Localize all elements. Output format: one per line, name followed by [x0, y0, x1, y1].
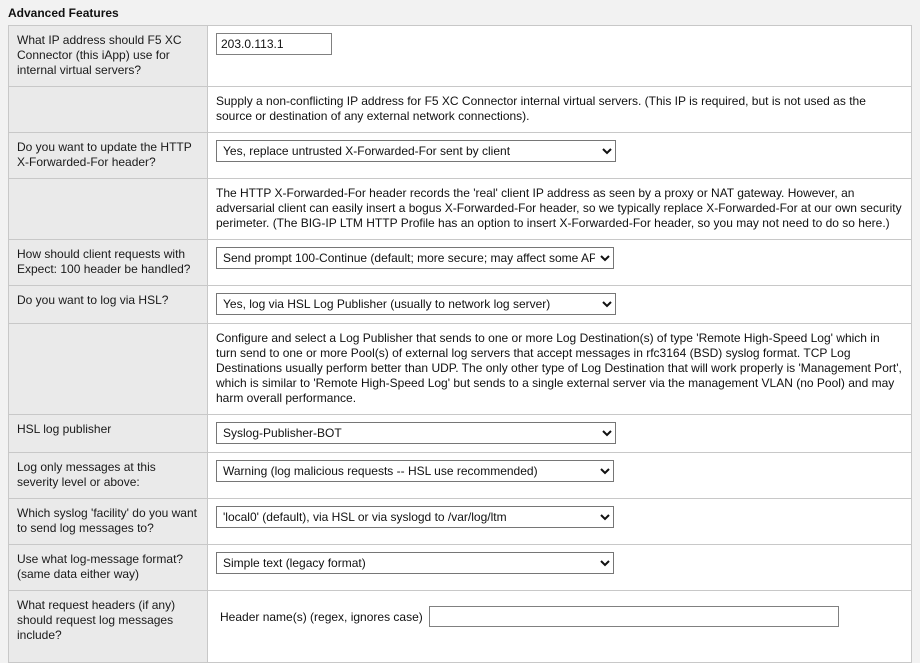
syslog-facility-select[interactable] [216, 506, 614, 528]
field-log-via-hsl [208, 286, 912, 324]
help-spacer-cell [9, 179, 208, 240]
log-format-select[interactable] [216, 552, 614, 574]
help-xff-update: The HTTP X-Forwarded-For header records the 'real' client IP address as seen by a proxy or NAT gateway. However, an adversarial client can easily insert a bogus X-Forwarded-For header, so we typically replace X-Forwarded-For at our own security perimeter. (The BIG-IP LTM HTTP Profile has an option to insert X-Forwarded-For header, so you may not need to do so here.) [208, 179, 912, 240]
field-log-severity [208, 453, 912, 499]
table-row [9, 499, 912, 545]
label-log-via-hsl: Do you want to log via HSL? [9, 286, 208, 324]
advanced-features-form [8, 25, 912, 663]
field-syslog-facility [208, 499, 912, 545]
help-log-via-hsl: Configure and select a Log Publisher that sends to one or more Log Destination(s) of type 'Remote High-Speed Log' which in turn send to one or more Pool(s) of external log servers that accept messages in rfc3164 (BSD) syslog format. TCP Log Destinations usually perform better than UDP. The only other type of Log Destination that will work properly is 'Management Port', which is similar to 'Remote High-Speed Log' but sends to a single external server via the management VLAN (no Pool) and may harm overall performance. [208, 324, 912, 415]
help-spacer-cell [9, 324, 208, 415]
label-expect-100: How should client requests with Expect: 100 header be handled? [9, 240, 208, 286]
table-row [9, 591, 912, 663]
hsl-log-publisher-select[interactable] [216, 422, 616, 444]
table-row [9, 324, 912, 415]
field-xff-update [208, 133, 912, 179]
log-severity-select[interactable] [216, 460, 614, 482]
help-internal-vs-ip: Supply a non-conflicting IP address for F5 XC Connector internal virtual servers. (This IP is required, but is not used as the source or destination of any external network connections). [208, 87, 912, 133]
field-request-headers [208, 591, 912, 663]
label-internal-vs-ip: What IP address should F5 XC Connector (this iApp) use for internal virtual servers? [9, 26, 208, 87]
field-hsl-log-publisher [208, 415, 912, 453]
label-log-severity: Log only messages at this severity level or above: [9, 453, 208, 499]
table-row [9, 545, 912, 591]
table-row [9, 286, 912, 324]
xff-update-select[interactable] [216, 140, 616, 162]
table-row [9, 415, 912, 453]
field-internal-vs-ip [208, 26, 912, 87]
label-request-headers: What request headers (if any) should request log messages include? [9, 591, 208, 663]
table-row [9, 453, 912, 499]
field-log-format [208, 545, 912, 591]
request-headers-caption: Header name(s) (regex, ignores case) [220, 609, 423, 624]
help-spacer-cell [9, 87, 208, 133]
table-row [9, 179, 912, 240]
page-title: Advanced Features [0, 0, 920, 25]
label-log-format: Use what log-message format? (same data either way) [9, 545, 208, 591]
table-row [9, 133, 912, 179]
log-via-hsl-select[interactable] [216, 293, 616, 315]
table-row [9, 87, 912, 133]
field-expect-100 [208, 240, 912, 286]
label-hsl-log-publisher: HSL log publisher [9, 415, 208, 453]
expect-100-select[interactable] [216, 247, 614, 269]
label-syslog-facility: Which syslog 'facility' do you want to send log messages to? [9, 499, 208, 545]
internal-vs-ip-input[interactable] [216, 33, 332, 55]
request-headers-row [216, 598, 903, 627]
table-row [9, 240, 912, 286]
label-xff-update: Do you want to update the HTTP X-Forwarded-For header? [9, 133, 208, 179]
request-headers-input[interactable] [429, 606, 839, 627]
table-row [9, 26, 912, 87]
